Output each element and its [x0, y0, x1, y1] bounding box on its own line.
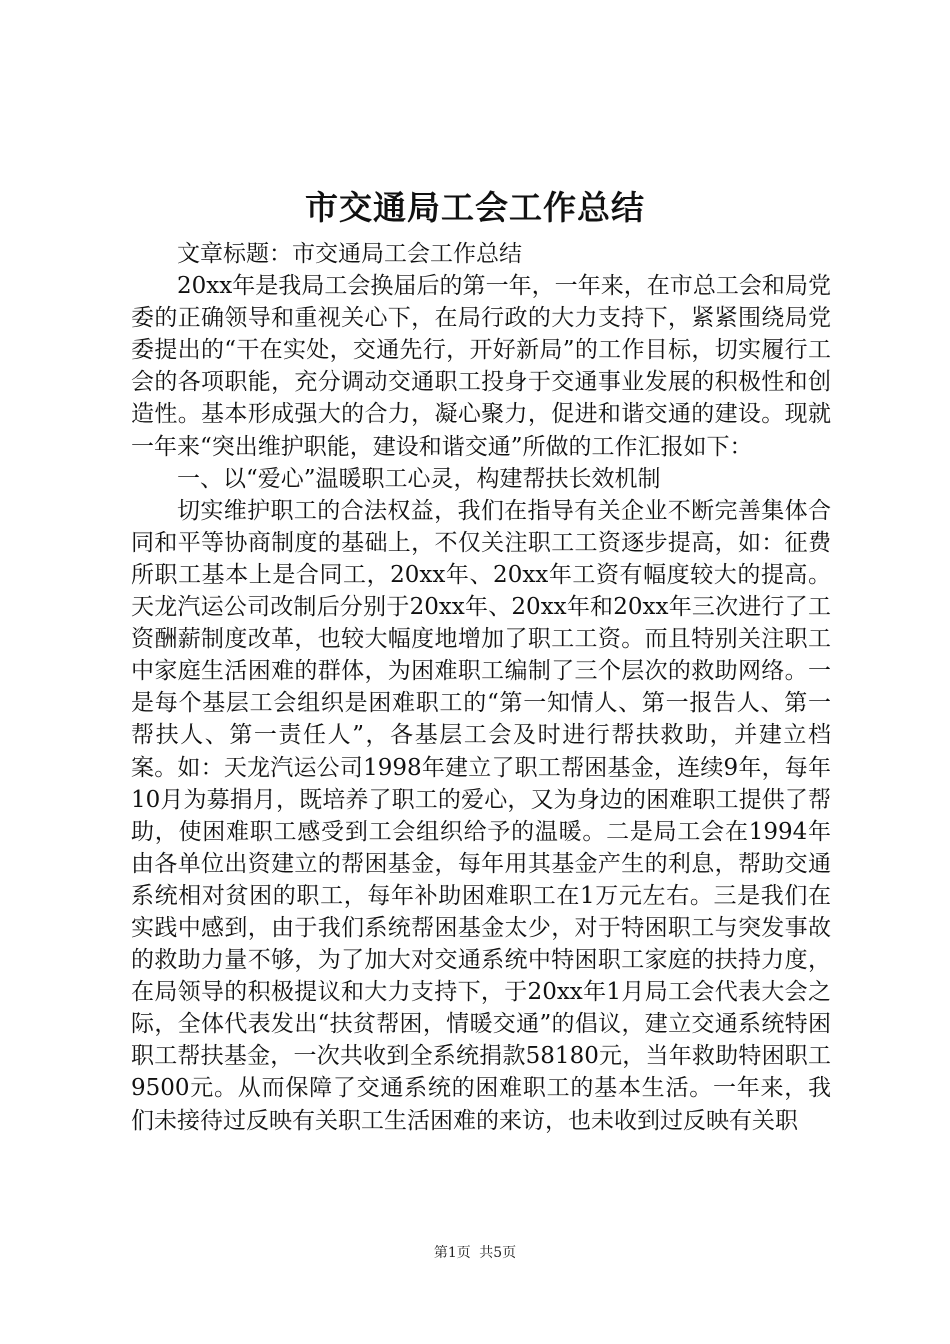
body-paragraph: 切实维护职工的合法权益，我们在指导有关企业不断完善集体合同和平等协商制度的基础上，不仅关注职工工资逐步提高，如：征费所职工基本上是合同工，20xx年、20xx年工资有幅度较大的提高。天龙汽运公司改制后分别于20xx年、20xx年和20xx年三次进行了工资酬薪制度改革，也较大幅度地增加了职工工资。而且特别关注职工中家庭生活困难的群体，为困难职工编制了三个层次的救助网络。一是每个基层工会组织是困难职工的“第一知情人、第一报告人、第一帮扶人、第一责任人”，各基层工会及时进行帮扶救助，并建立档案。如：天龙汽运公司1998年建立了职工帮困基金，连续9年，每年10月为募捐月，既培养了职工的爱心，又为身边的困难职工提供了帮助，使困难职工感受到工会组织给予的温暖。二是局工会在1994年由各单位出资建立的帮困基金，每年用其基金产生的利息，帮助交通系统相对贫困的职工，每年补助困难职工在1万元左右。三是我们在实践中感到，由于我们系统帮困基金太少，对于特困职工与突发事故的救助力量不够，为了加大对交通系统中特困职工家庭的扶持力度，在局领导的积极提议和大力支持下，于20xx年1月局工会代表大会之际，全体代表发出“扶贫帮困，情暖交通”的倡议，建立交通系统特困职工帮扶基金，一次共收到全系统捐款58180元，当年救助特困职工9500元。从而保障了交通系统的困难职工的基本生活。一年来，我们未接待过反映有关职工生活困难的来访，也未收到过反映有关职	[131, 497, 831, 1134]
intro-paragraph: 20xx年是我局工会换届后的第一年，一年来，在市总工会和局党委的正确领导和重视关心下，在局行政的大力支持下，紧紧围绕局党委提出的“干在实处，交通先行，开好新局”的工作目标，切实履行工会的各项职能，充分调动交通职工投身于交通事业发展的积极性和创造性。基本形成强大的合力，凝心聚力，促进和谐交通的建设。现就一年来“突出维护职能，建设和谐交通”所做的工作汇报如下：	[131, 273, 831, 460]
document-title: 市交通局工会工作总结	[305, 188, 645, 227]
page-total: 共5页	[479, 1245, 517, 1261]
article-title-line: 文章标题：市交通局工会工作总结	[177, 241, 522, 267]
document-body	[131, 238, 831, 1137]
page-number: 第1页	[433, 1245, 471, 1261]
page-footer	[0, 1243, 950, 1263]
section-heading: 一、以“爱心”温暖职工心灵，构建帮扶长效机制	[177, 465, 661, 492]
